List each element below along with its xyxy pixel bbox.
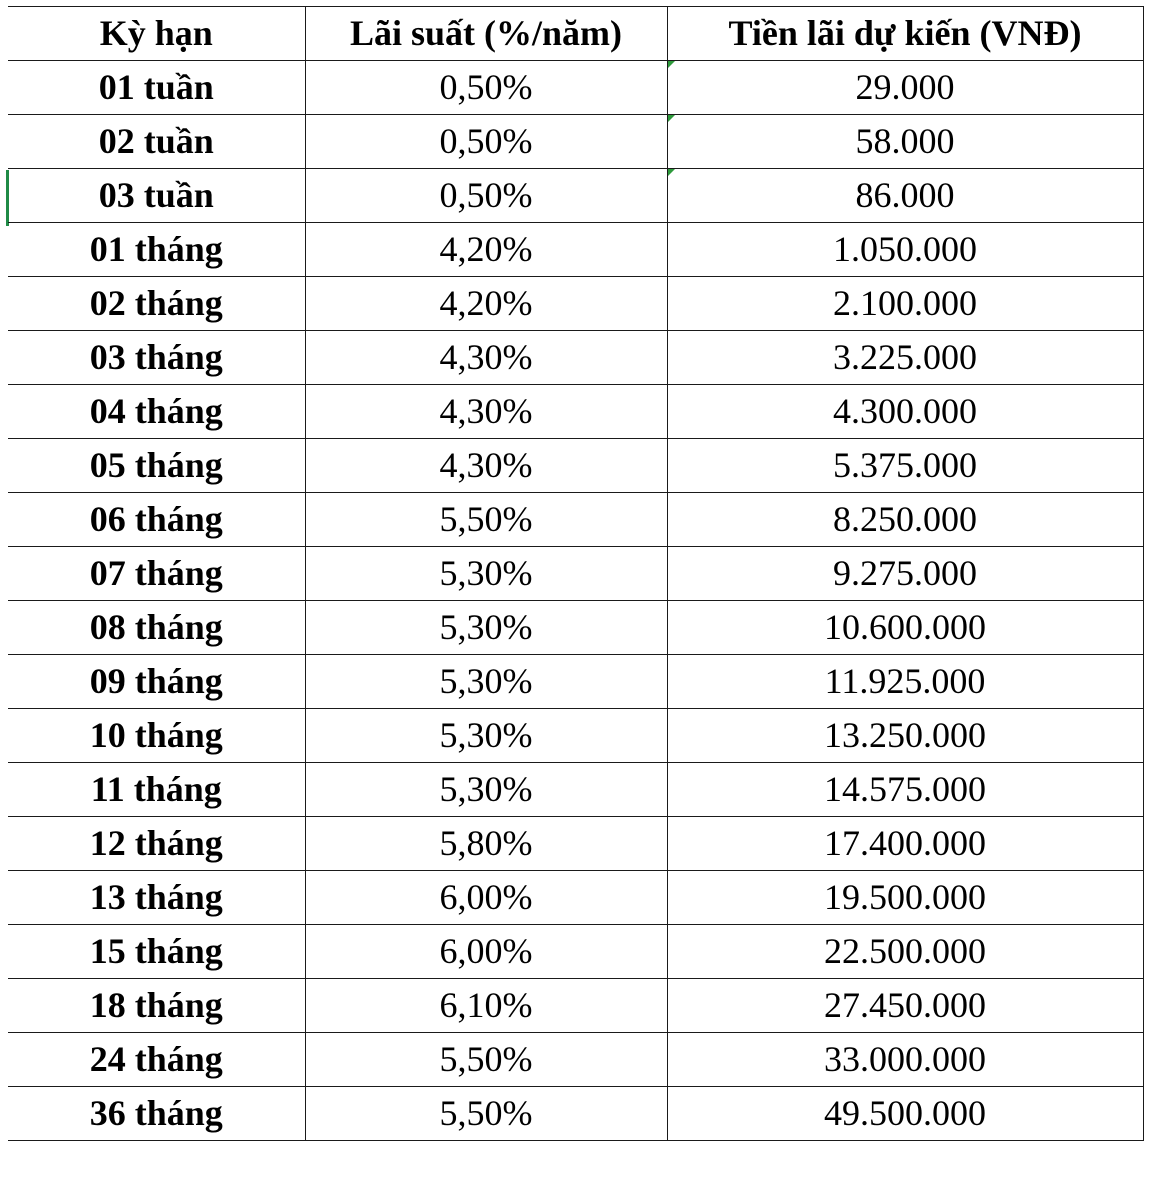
amount-cell[interactable] <box>667 439 1143 493</box>
header-term[interactable]: Kỳ hạn <box>8 7 305 61</box>
error-indicator-icon[interactable] <box>668 169 675 176</box>
term-cell[interactable]: 18 tháng <box>8 979 305 1033</box>
term-cell[interactable]: 06 tháng <box>8 493 305 547</box>
amount-cell[interactable] <box>667 871 1143 925</box>
table-row <box>8 547 1143 601</box>
table-row <box>8 925 1143 979</box>
table-row <box>8 493 1143 547</box>
rate-cell[interactable]: 6,10% <box>305 979 667 1033</box>
table-row <box>8 385 1143 439</box>
rate-cell[interactable]: 4,30% <box>305 439 667 493</box>
amount-cell[interactable] <box>667 277 1143 331</box>
amount-value: 49.500.000 <box>824 1093 986 1133</box>
rate-cell[interactable]: 5,30% <box>305 709 667 763</box>
rate-cell[interactable]: 0,50% <box>305 169 667 223</box>
amount-value: 58.000 <box>855 121 955 161</box>
table-row <box>8 277 1143 331</box>
amount-cell[interactable] <box>667 169 1143 223</box>
rate-cell[interactable]: 5,30% <box>305 601 667 655</box>
amount-value: 8.250.000 <box>833 499 977 539</box>
rate-cell[interactable]: 4,30% <box>305 331 667 385</box>
amount-value: 33.000.000 <box>824 1039 986 1079</box>
header-rate[interactable]: Lãi suất (%/năm) <box>305 7 667 61</box>
term-cell[interactable]: 05 tháng <box>8 439 305 493</box>
amount-value: 86.000 <box>855 175 955 215</box>
term-cell[interactable]: 03 tuần <box>8 169 305 223</box>
table-row <box>8 601 1143 655</box>
amount-cell[interactable] <box>667 817 1143 871</box>
amount-cell[interactable] <box>667 331 1143 385</box>
rate-cell[interactable]: 5,30% <box>305 763 667 817</box>
rate-cell[interactable]: 5,30% <box>305 655 667 709</box>
term-cell[interactable]: 03 tháng <box>8 331 305 385</box>
term-cell[interactable]: 02 tháng <box>8 277 305 331</box>
rate-cell[interactable]: 5,50% <box>305 493 667 547</box>
term-cell[interactable]: 10 tháng <box>8 709 305 763</box>
amount-cell[interactable] <box>667 385 1143 439</box>
amount-value: 2.100.000 <box>833 283 977 323</box>
term-cell[interactable]: 08 tháng <box>8 601 305 655</box>
error-indicator-icon[interactable] <box>668 61 675 68</box>
rate-cell[interactable]: 5,50% <box>305 1033 667 1087</box>
table-row <box>8 331 1143 385</box>
term-cell[interactable]: 24 tháng <box>8 1033 305 1087</box>
amount-value: 4.300.000 <box>833 391 977 431</box>
amount-cell[interactable] <box>667 223 1143 277</box>
term-cell[interactable]: 07 tháng <box>8 547 305 601</box>
amount-value: 1.050.000 <box>833 229 977 269</box>
term-cell[interactable]: 01 tháng <box>8 223 305 277</box>
term-cell[interactable]: 09 tháng <box>8 655 305 709</box>
rate-cell[interactable]: 4,20% <box>305 223 667 277</box>
rate-cell[interactable]: 5,30% <box>305 547 667 601</box>
table-row <box>8 655 1143 709</box>
amount-value: 10.600.000 <box>824 607 986 647</box>
rate-cell[interactable]: 6,00% <box>305 871 667 925</box>
amount-value: 14.575.000 <box>824 769 986 809</box>
term-cell[interactable]: 01 tuần <box>8 61 305 115</box>
table-row <box>8 61 1143 115</box>
amount-cell[interactable] <box>667 61 1143 115</box>
term-cell[interactable]: 12 tháng <box>8 817 305 871</box>
table-row <box>8 871 1143 925</box>
rate-cell[interactable]: 0,50% <box>305 115 667 169</box>
amount-cell[interactable] <box>667 547 1143 601</box>
amount-cell[interactable] <box>667 1033 1143 1087</box>
table-row <box>8 817 1143 871</box>
amount-value: 29.000 <box>855 67 955 107</box>
term-cell[interactable]: 02 tuần <box>8 115 305 169</box>
amount-cell[interactable] <box>667 925 1143 979</box>
rate-cell[interactable]: 6,00% <box>305 925 667 979</box>
rate-cell[interactable]: 5,50% <box>305 1087 667 1141</box>
amount-value: 5.375.000 <box>833 445 977 485</box>
table-row <box>8 115 1143 169</box>
header-amount[interactable]: Tiền lãi dự kiến (VNĐ) <box>667 7 1143 61</box>
table-row <box>8 439 1143 493</box>
term-cell[interactable]: 04 tháng <box>8 385 305 439</box>
rate-cell[interactable]: 5,80% <box>305 817 667 871</box>
table-row <box>8 763 1143 817</box>
table-row <box>8 1033 1143 1087</box>
amount-cell[interactable] <box>667 493 1143 547</box>
table-row <box>8 709 1143 763</box>
table-row <box>8 169 1143 223</box>
amount-cell[interactable] <box>667 115 1143 169</box>
amount-value: 13.250.000 <box>824 715 986 755</box>
rate-cell[interactable]: 4,20% <box>305 277 667 331</box>
rate-cell[interactable]: 0,50% <box>305 61 667 115</box>
amount-value: 9.275.000 <box>833 553 977 593</box>
table-row <box>8 1087 1143 1141</box>
amount-value: 19.500.000 <box>824 877 986 917</box>
header-row <box>8 7 1143 61</box>
term-cell[interactable]: 15 tháng <box>8 925 305 979</box>
term-cell[interactable]: 11 tháng <box>8 763 305 817</box>
amount-cell[interactable] <box>667 709 1143 763</box>
amount-cell[interactable] <box>667 655 1143 709</box>
table-row <box>8 223 1143 277</box>
amount-value: 3.225.000 <box>833 337 977 377</box>
term-cell[interactable]: 36 tháng <box>8 1087 305 1141</box>
amount-value: 22.500.000 <box>824 931 986 971</box>
amount-cell[interactable] <box>667 601 1143 655</box>
table-row <box>8 979 1143 1033</box>
interest-rate-table <box>8 6 1144 1141</box>
rate-cell[interactable]: 4,30% <box>305 385 667 439</box>
amount-value: 11.925.000 <box>824 661 986 701</box>
amount-value: 27.450.000 <box>824 985 986 1025</box>
amount-cell[interactable] <box>667 979 1143 1033</box>
amount-cell[interactable] <box>667 763 1143 817</box>
amount-cell[interactable] <box>667 1087 1143 1141</box>
amount-value: 17.400.000 <box>824 823 986 863</box>
error-indicator-icon[interactable] <box>668 115 675 122</box>
term-cell[interactable]: 13 tháng <box>8 871 305 925</box>
